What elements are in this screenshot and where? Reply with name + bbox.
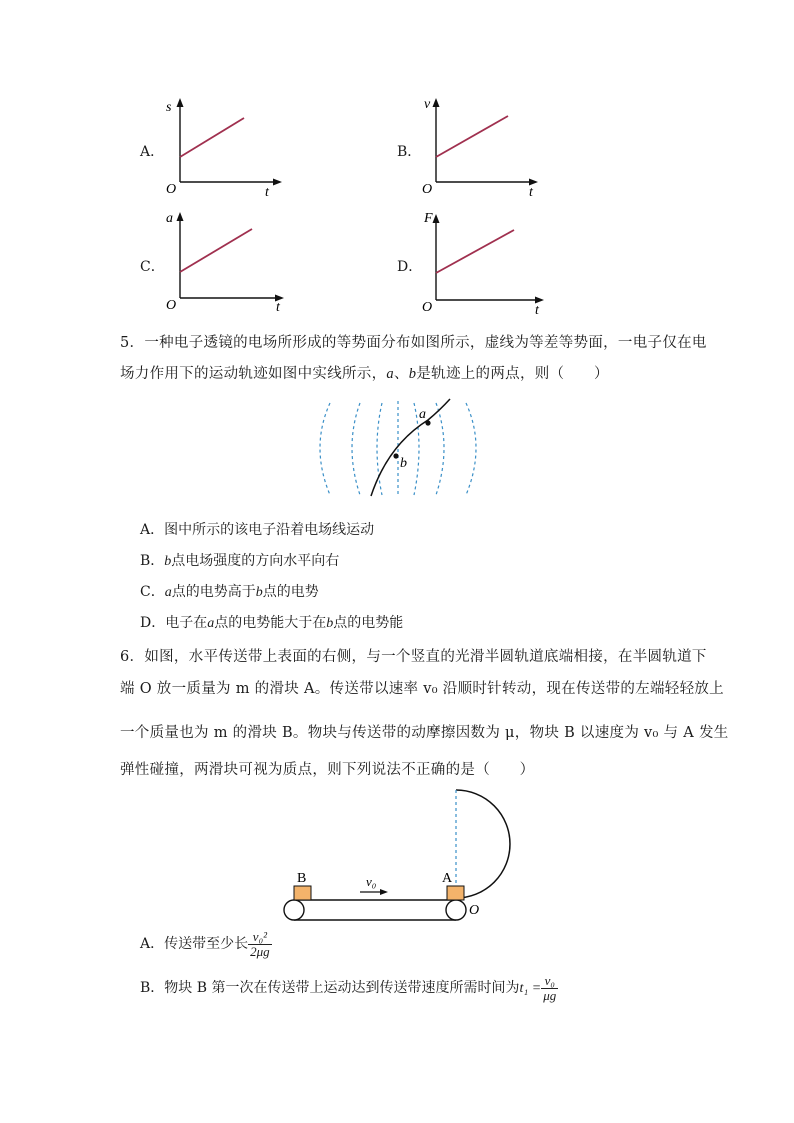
q5-stem-line1: 5．一种电子透镜的电场所形成的等势面分布如图所示，虚线为等差等势面，一电子仅在电 <box>120 335 707 351</box>
fraction: $\frac{\text{v₀²}}{2\mu g}$ <box>250 929 270 959</box>
y-axis-arrow <box>177 98 184 107</box>
q6-stem-line4: 弹性碰撞，两滑块可视为质点，则下列说法不正确的是（ ） <box>120 762 535 778</box>
q6-stem-line2: 端 O 放一质量为 m 的滑块 A。传送带以速率 v₀ 沿顺时针转动，现在传送带的左端轻轻放上 <box>120 681 724 697</box>
origin-label: O <box>422 182 433 197</box>
equipotential-figure <box>300 395 500 503</box>
fraction: $\frac{\text{v₀}}{\mu g}$ <box>543 973 557 1003</box>
origin-label: O <box>422 300 433 315</box>
origin-label: O <box>166 182 177 197</box>
block-b-label: B <box>297 871 307 886</box>
graph-d <box>416 210 552 316</box>
point-b-label: b <box>400 456 407 471</box>
graph-b-option: B． <box>397 144 422 160</box>
block-b <box>294 886 311 900</box>
y-axis-arrow <box>433 98 440 107</box>
block-a <box>447 886 464 900</box>
equipotential-lines <box>320 401 476 497</box>
graph-c-option: C． <box>140 259 165 275</box>
block-a-label: A <box>442 871 453 886</box>
q6-stem-line3: 一个质量也为 m 的滑块 B。物块与传送带的动摩擦因数为 μ，物块 B 以速度为 v₀ 与 A 发生 <box>120 725 729 741</box>
q6-stem-line1: 6．如图，水平传送带上表面的右侧，与一个竖直的光滑半圆轨道底端相接，在半圆轨道下 <box>120 649 707 665</box>
graph-line <box>180 229 252 272</box>
q6-option-a[interactable]: A．传送带至少长 $\frac{\text{v₀²}}{2\mu g}$ <box>140 929 270 959</box>
q5-option-b[interactable]: B．b点电场强度的方向水平向右 <box>140 553 340 569</box>
y-axis-arrow <box>433 214 440 223</box>
y-axis-label: v <box>424 97 431 112</box>
y-axis-label: F <box>424 211 433 226</box>
graph-a <box>160 96 290 200</box>
x-axis-label: t <box>265 185 269 200</box>
var-b: b <box>408 366 417 382</box>
q5-stem-line2: 场力作用下的运动轨迹如图中实线所示，a、b是轨迹上的两点，则（ ） <box>120 366 609 382</box>
point-a-label: a <box>419 407 426 422</box>
semicircle-track <box>456 790 510 898</box>
origin-label: O <box>469 903 480 918</box>
q5-option-a[interactable]: A．图中所示的该电子沿着电场线运动 <box>140 522 375 538</box>
x-axis-label: t <box>535 303 539 316</box>
graph-a-option: A． <box>140 144 165 160</box>
right-roller <box>446 900 466 920</box>
y-axis-label: a <box>166 211 173 226</box>
graph-line <box>436 230 514 273</box>
q5-option-c[interactable]: C．a点的电势高于b点的电势 <box>140 584 319 600</box>
velocity-arrow-head <box>380 889 388 895</box>
point-a <box>425 420 430 425</box>
electron-trajectory <box>371 399 450 496</box>
x-axis-label: t <box>276 300 280 314</box>
conveyor-figure <box>270 782 530 928</box>
x-axis-arrow <box>273 179 282 186</box>
var-a: a <box>386 366 394 382</box>
point-b <box>393 453 398 458</box>
graph-line <box>436 116 508 157</box>
graph-b <box>416 96 546 200</box>
graph-c <box>160 210 290 314</box>
left-roller <box>284 900 304 920</box>
origin-label: O <box>166 298 177 313</box>
y-axis-label: s <box>166 100 172 115</box>
graph-line <box>180 118 244 157</box>
x-axis-label: t <box>529 185 533 200</box>
velocity-label: v₀ <box>366 874 377 889</box>
q5-option-d[interactable]: D．电子在a点的电势能大于在b点的电势能 <box>140 615 404 631</box>
q6-option-b[interactable]: B．物块 B 第一次在传送带上运动达到传送带速度所需时间为t₁ = $\frac{\text{v₀}}{\mu g}$ <box>140 973 557 1003</box>
graph-d-option: D． <box>397 259 423 275</box>
y-axis-arrow <box>177 212 184 221</box>
